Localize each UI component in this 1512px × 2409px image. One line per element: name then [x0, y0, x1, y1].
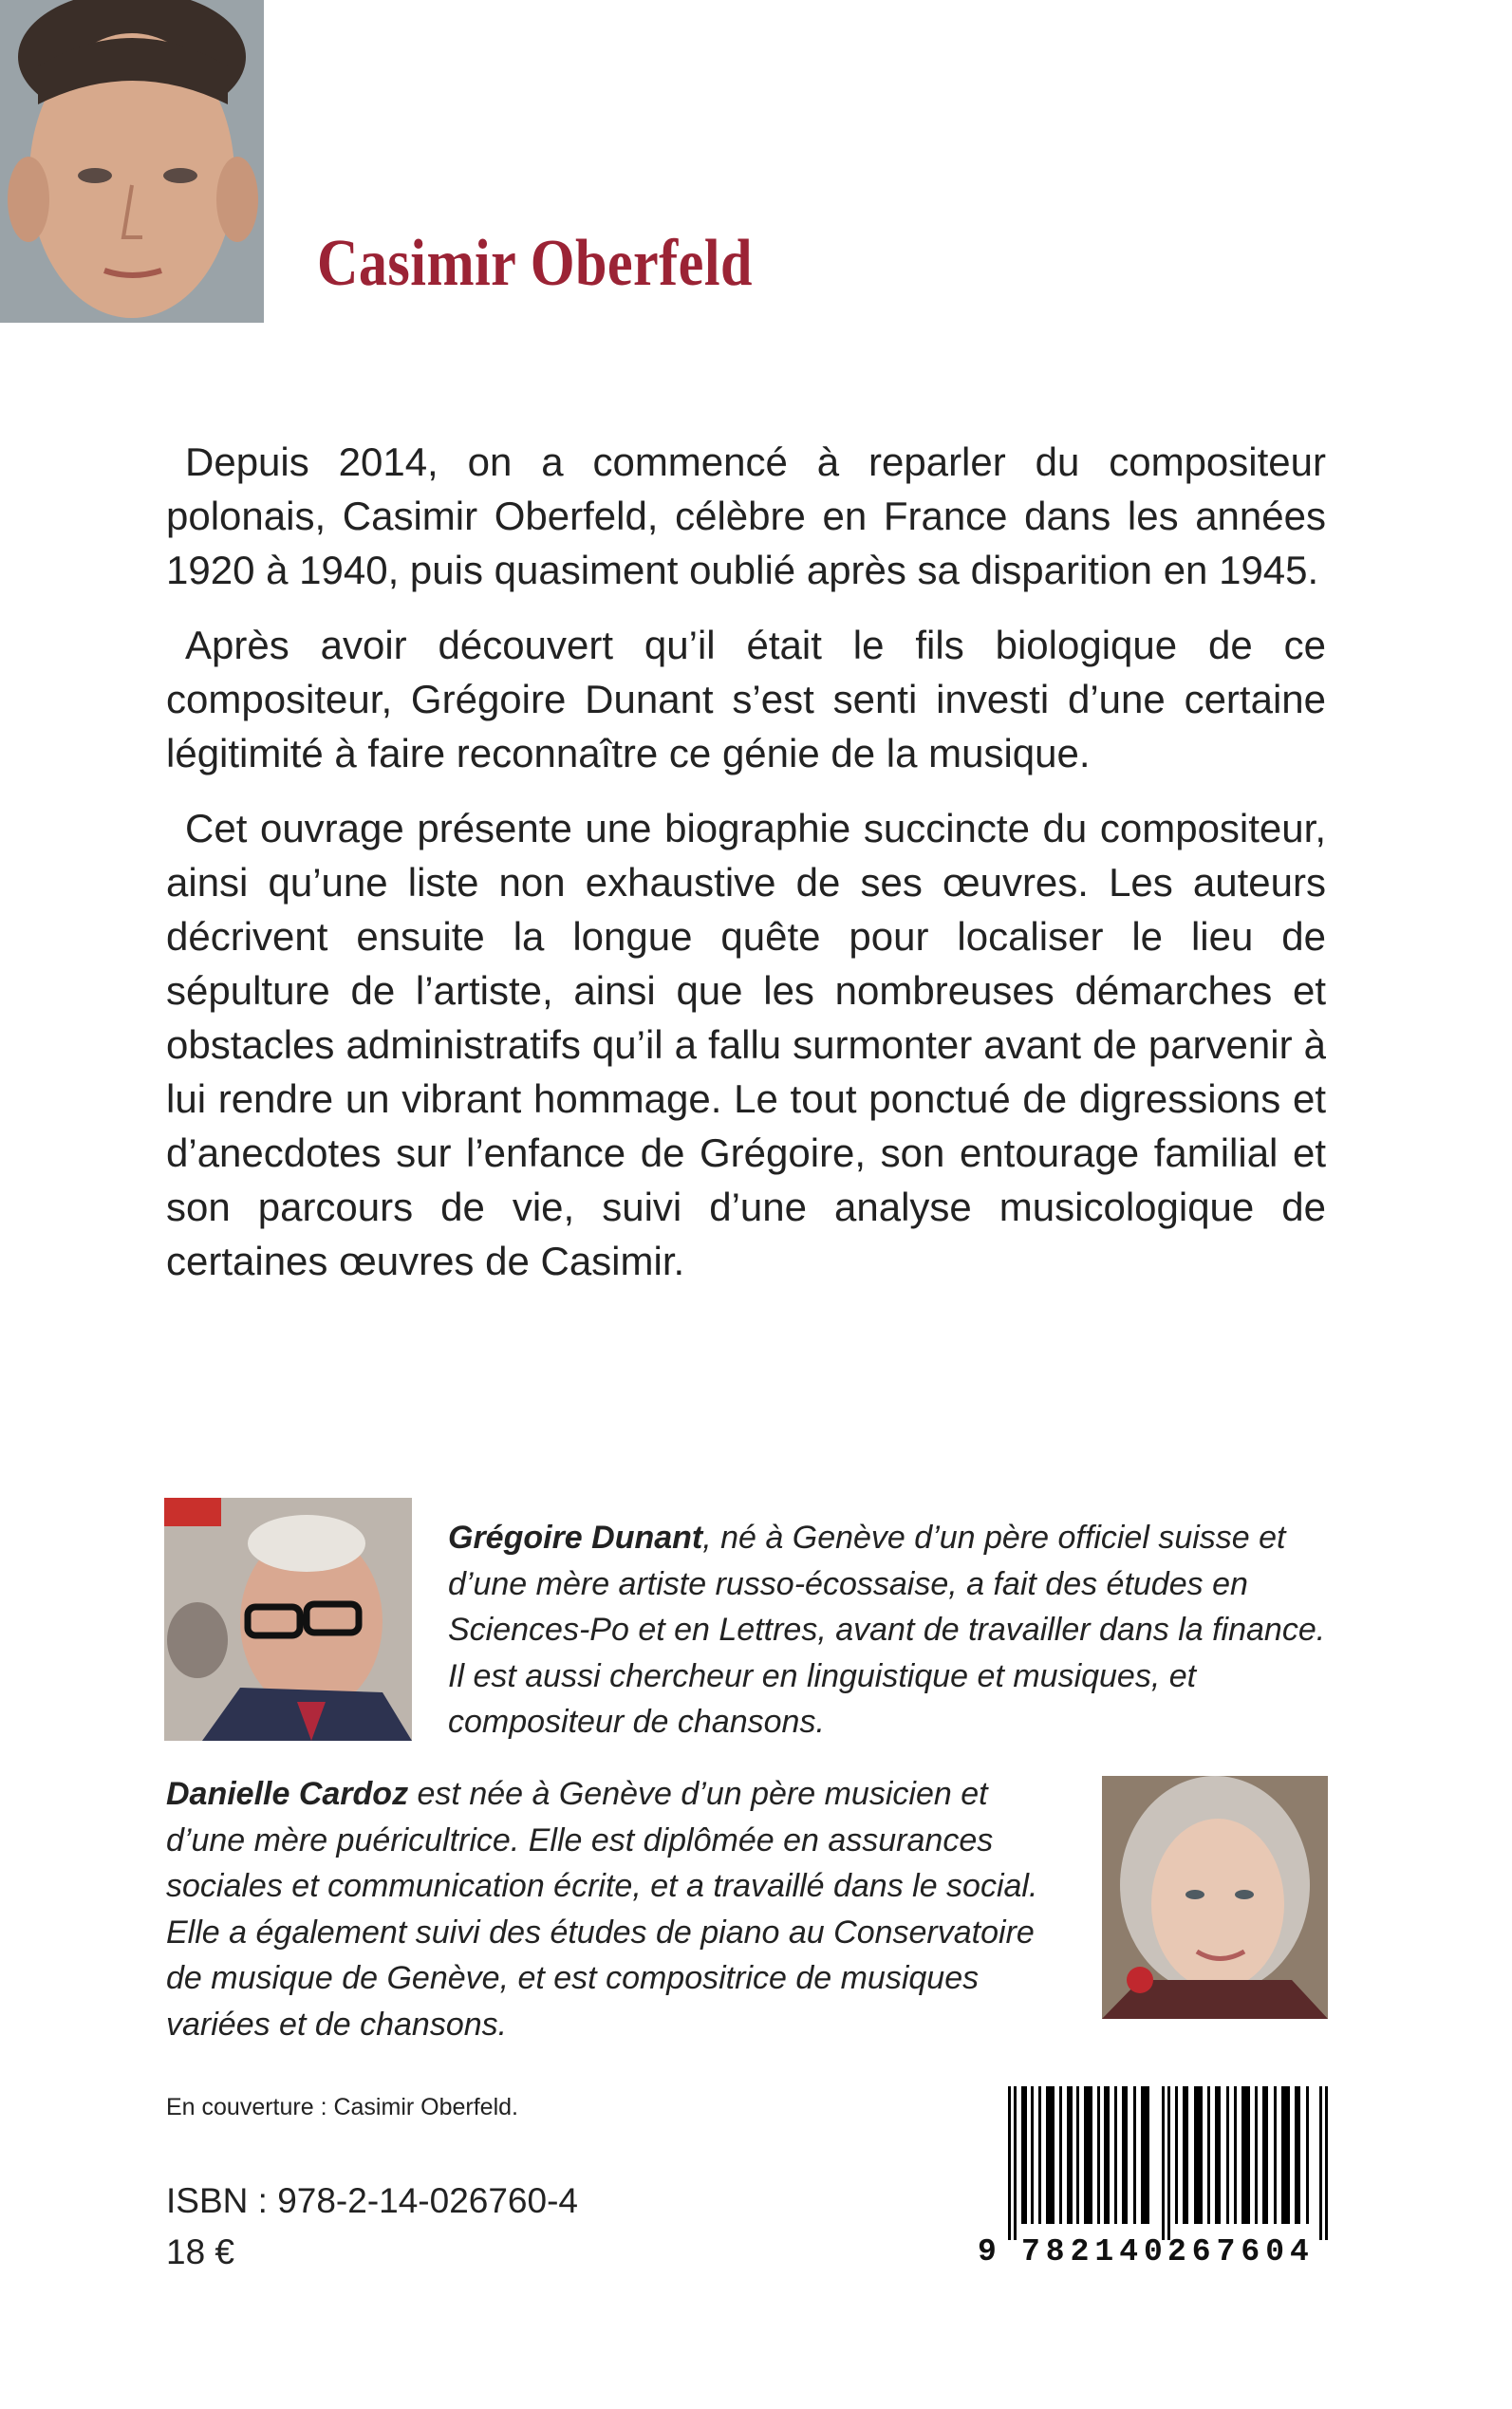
cover-credit: En couverture : Casimir Oberfeld. [166, 2094, 518, 2120]
summary-paragraph: Après avoir découvert qu’il était le fils biologique de ce compositeur, Grégoire Dunant s’est senti investi d’une certaine légitimité à faire reconnaître ce génie de la musique. [166, 623, 1326, 775]
summary-text [166, 435, 1326, 1309]
barcode-bars [1008, 2086, 1331, 2240]
cover-portrait-photo [0, 0, 264, 323]
summary-paragraph: Cet ouvrage présente une biographie succincte du compositeur, ainsi qu’une liste non exhaustive de ses œuvres. Les auteurs décrivent ensuite la longue quête pour localiser le lieu de sépulture de l’artiste, ainsi que les nombreuses démarches et obstacles administratifs qu’il a fallu surmonter avant de parvenir à lui rendre un vibrant hommage. Le tout ponctué de digressions et d’anecdotes sur l’enfance de Grégoire, son entourage familial et son parcours de vie, suivi d’une analyse musicologique de certaines œuvres de Casimir. [166, 806, 1326, 1283]
author-name: Grégoire Dunant [448, 1520, 703, 1556]
author-bio-gregoire-dunant [448, 1515, 1331, 1746]
author-name: Danielle Cardoz [166, 1776, 409, 1812]
barcode-digits [978, 2234, 1331, 2272]
author-photo-illustration [164, 1498, 412, 1741]
author-photo-danielle-cardoz [1102, 1776, 1328, 2019]
summary-paragraph: Depuis 2014, on a commencé à reparler du compositeur polonais, Casimir Oberfeld, célèbre en France dans les années 1920 à 1940, puis quasiment oublié après sa disparition en 1945. [166, 439, 1326, 592]
price: 18 € [166, 2232, 235, 2271]
author-bio-text: est née à Genève d’un père musicien et d’une mère puéricultrice. Elle est diplômée en assurances sociales et communication écrite, et a travaillé dans le social. Elle a également suivi des études de piano au Conservatoire de musique de Genève, et est compositrice de musiques variées et de chansons. [166, 1776, 1038, 2043]
isbn-number: ISBN : 978-2-14-026760-4 [166, 2181, 578, 2220]
author-photo-gregoire-dunant [164, 1498, 412, 1741]
author-photo-illustration [1102, 1776, 1328, 2019]
barcode-lead-digit: 9 [978, 2234, 1002, 2269]
barcode-group-right: 267604 [1167, 2234, 1315, 2269]
author-bio-text: , né à Genève d’un père officiel suisse et d’une mère artiste russo-écossaise, a fait des études en Sciences-Po et en Lettres, avant de travailler dans la finance. Il est aussi chercheur en linguistique et musiques, et compositeur de chansons. [448, 1520, 1326, 1740]
barcode-group-left: 782140 [1021, 2234, 1168, 2269]
portrait-illustration [0, 0, 264, 323]
book-title: Casimir Oberfeld [317, 227, 753, 300]
isbn-barcode [978, 2086, 1331, 2276]
author-bio-danielle-cardoz [166, 1771, 1068, 2047]
